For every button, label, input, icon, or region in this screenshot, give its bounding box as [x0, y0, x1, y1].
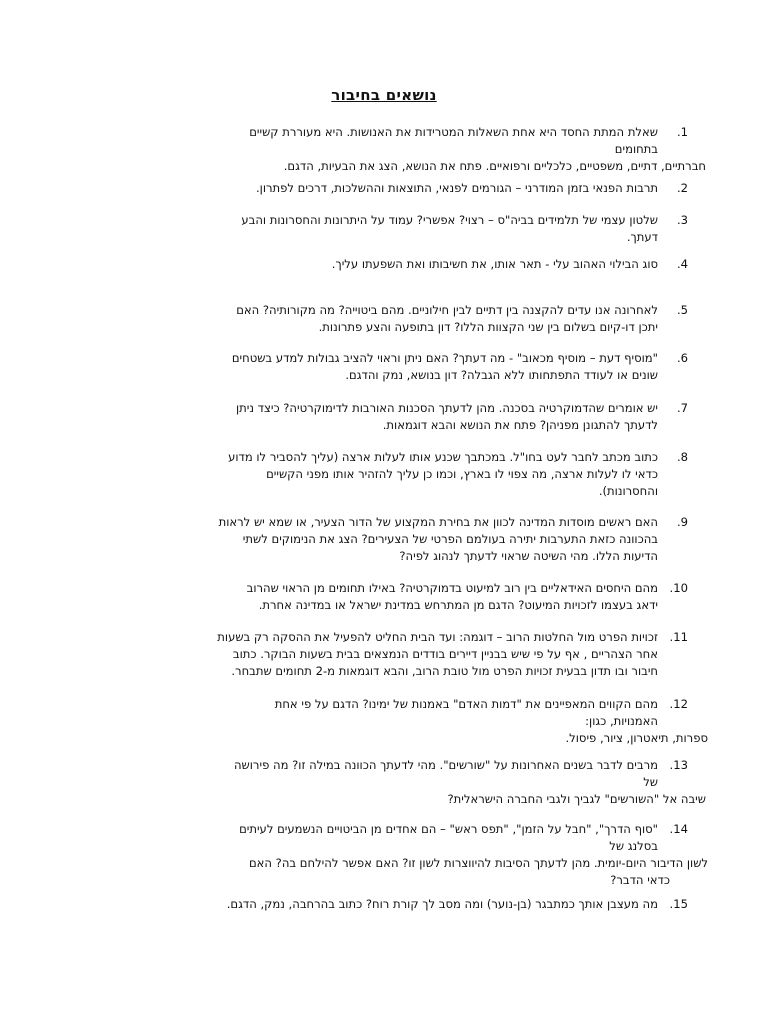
- topic-line: תרבות הפנאי בזמן המודרני – הגורמים לפנאי, התוצאות וההשלכות, דרכים לפתרון.: [255, 181, 658, 195]
- topic-text: [86, 302, 658, 336]
- topic-line: כדאי לו לעלות ארצה, מה צפוי לו בארץ, וכמו כן עליך להזהיר אותו מפני הקשיים: [266, 467, 658, 481]
- topic-line: מה מעצבן אותך כמתבגר (בן-נוער) ומה מסב לך קורת רוח? כתוב בהרחבה, נמק, הדגם.: [226, 897, 658, 911]
- topic-item: [86, 896, 686, 913]
- page-title: נושאים בחיבור: [331, 86, 437, 104]
- topic-line: שלטון עצמי של תלמידים בביה"ס – רצוי? אפשרי? עמוד על היתרונות והחסרונות והבע: [241, 213, 658, 227]
- topic-text: [86, 400, 658, 434]
- topic-number: .2: [676, 181, 688, 195]
- topic-line: מרבים לדבר בשנים האחרונות על "שורשים". מהי לדעתך הכוונה במילה זו? מה פירושה: [233, 758, 658, 772]
- topic-line: חברתיים, דתיים, משפטיים, כלכליים ורפואיים. פתח את הנושא, הצג את הבעיות, הדגם.: [283, 159, 706, 173]
- topic-line: ספרות, תיאטרון, ציור, פיסול.: [565, 731, 708, 745]
- topic-number: .3: [676, 213, 688, 227]
- topic-item: [86, 212, 686, 246]
- topic-line: יש אומרים שהדמוקרטיה בסכנה. מהן לדעתך הסכנות האורבות לדימוקרטיה? כיצד ניתן: [235, 401, 658, 415]
- topic-line: חיבור ובו תדון בבעית זכויות הפרט מול טובת הרוב, והבא דוגמאות מ-2 תחומים שתבחר.: [231, 664, 658, 678]
- topic-item: [86, 629, 686, 680]
- topic-line: יתכן דו-קיום בשלום בין שני הקצוות הללו? דון בתופעה והצע פתרונות.: [318, 320, 658, 334]
- topic-number: .12: [669, 697, 688, 711]
- topic-item: [86, 696, 708, 747]
- topic-line: שאלת המתת החסד היא אחת השאלות המטרידות את האנושות. היא מעוררת קשיים: [249, 125, 658, 139]
- topic-line: לדעתך להתגונן מפניהן? פתח את הנושא והבא דוגמאות.: [382, 418, 658, 432]
- topic-item: [86, 580, 686, 614]
- topic-text: [86, 124, 706, 175]
- topic-line: והחסרונות).: [598, 484, 658, 498]
- topic-item: [86, 821, 708, 889]
- topic-line: אחר הצהריים , אף על פי שיש בבניין דיירים בודדים הנמצאים בבית בשעות הבוקר. כתוב: [232, 647, 658, 661]
- topic-number: .1: [676, 125, 688, 139]
- topic-line: הדיעות הללו. מהי השיטה שראוי לדעתך לנהוג לפיה?: [399, 549, 658, 563]
- topic-text: [86, 350, 658, 384]
- topic-line: של: [643, 775, 658, 789]
- topic-item: [86, 757, 706, 808]
- topic-item: [86, 350, 686, 384]
- topic-item: [86, 302, 686, 336]
- topic-item: [86, 180, 686, 197]
- topic-number: .13: [669, 758, 688, 772]
- topic-line: סוג הבילוי האהוב עלי - תאר אותו, את חשיבותו ואת השפעתו עליך.: [331, 257, 658, 271]
- topic-line: האמנויות, כגון:: [585, 714, 658, 728]
- topic-text: [86, 896, 658, 913]
- topic-number: .14: [669, 822, 688, 836]
- topic-number: .5: [676, 303, 688, 317]
- topic-number: .8: [676, 450, 688, 464]
- topic-line: בהכוונה כזאת התערבות יתירה בעולמם הפרטי של הצעירים? הצג את הנימוקים לשתי: [242, 532, 658, 546]
- topic-item: [86, 256, 686, 273]
- topic-line: בסלנג של: [609, 839, 658, 853]
- topic-number: .15: [669, 897, 688, 911]
- topic-line: דעתך.: [626, 230, 658, 244]
- topic-text: [86, 449, 658, 500]
- topic-number: .10: [669, 581, 688, 595]
- topic-item: [86, 124, 706, 175]
- topic-number: .7: [676, 401, 688, 415]
- topic-number: .9: [676, 515, 688, 529]
- topic-line: "סוף הדרך", "חבל על הזמן", "תפס ראש" – הם אחדים מן הביטויים הנשמעים לעיתים: [239, 822, 658, 836]
- topic-line: כדאי הדבר?: [610, 873, 670, 887]
- topic-line: ידאג בעצמו לזכויות המיעוט? הדגם מן המתרחש במדינת ישראל או במדינה אחרת.: [258, 598, 658, 612]
- topic-line: לשון הדיבור היום-יומית. מהן לדעתך הסיבות להיווצרות לשון זו? האם אפשר להילחם בה? האם: [248, 856, 708, 870]
- topic-number: .4: [676, 257, 688, 271]
- topic-line: האם ראשים מוסדות המדינה לכוון את בחירת המקצוע של הדור הצעיר, או שמא יש לראות: [218, 515, 658, 529]
- topic-line: לאחרונה אנו עדים להקצנה בין דתיים לבין חילוניים. מהם ביטוייה? מה מקורותיה? האם: [236, 303, 658, 317]
- topic-text: [86, 629, 658, 680]
- topic-line: בתחומים: [614, 142, 658, 156]
- topic-number: .6: [676, 351, 688, 365]
- topic-text: [86, 212, 658, 246]
- topic-text: [86, 256, 658, 273]
- topic-item: [86, 449, 686, 500]
- topic-line: זכויות הפרט מול החלטות הרוב – דוגמה: ועד הבית החליט להפעיל את ההסקה רק בשעות: [217, 630, 658, 644]
- topic-line: כתוב מכתב לחבר לעט בחו"ל. במכתבך שכנע אותו לעלות ארצה (עליך להסביר לו מדוע: [228, 450, 658, 464]
- topic-item: [86, 400, 686, 434]
- topic-line: "מוסיף דעת – מוסיף מכאוב" - מה דעתך? האם ניתן וראוי להציב גבולות למדע בשטחים: [231, 351, 658, 365]
- topic-item: [86, 514, 686, 565]
- topic-line: מהם היחסים האידאליים בין רוב למיעוט בדמוקרטיה? באילו תחומים מן הראוי שהרוב: [246, 581, 658, 595]
- topic-number: .11: [669, 630, 688, 644]
- topic-line: שיבה אל "השורשים" לגביך ולגבי החברה הישראלית?: [447, 792, 706, 806]
- topic-text: [86, 580, 658, 614]
- topic-line: מהם הקווים המאפיינים את "דמות האדם" באמנות של ימינו? הדגם על פי אחת: [274, 697, 658, 711]
- topic-text: [86, 180, 658, 197]
- topic-line: שונים או לעודד התפתחותו ללא הגבלה? דון בנושא, נמק והדגם.: [345, 368, 658, 382]
- topic-text: [86, 514, 658, 565]
